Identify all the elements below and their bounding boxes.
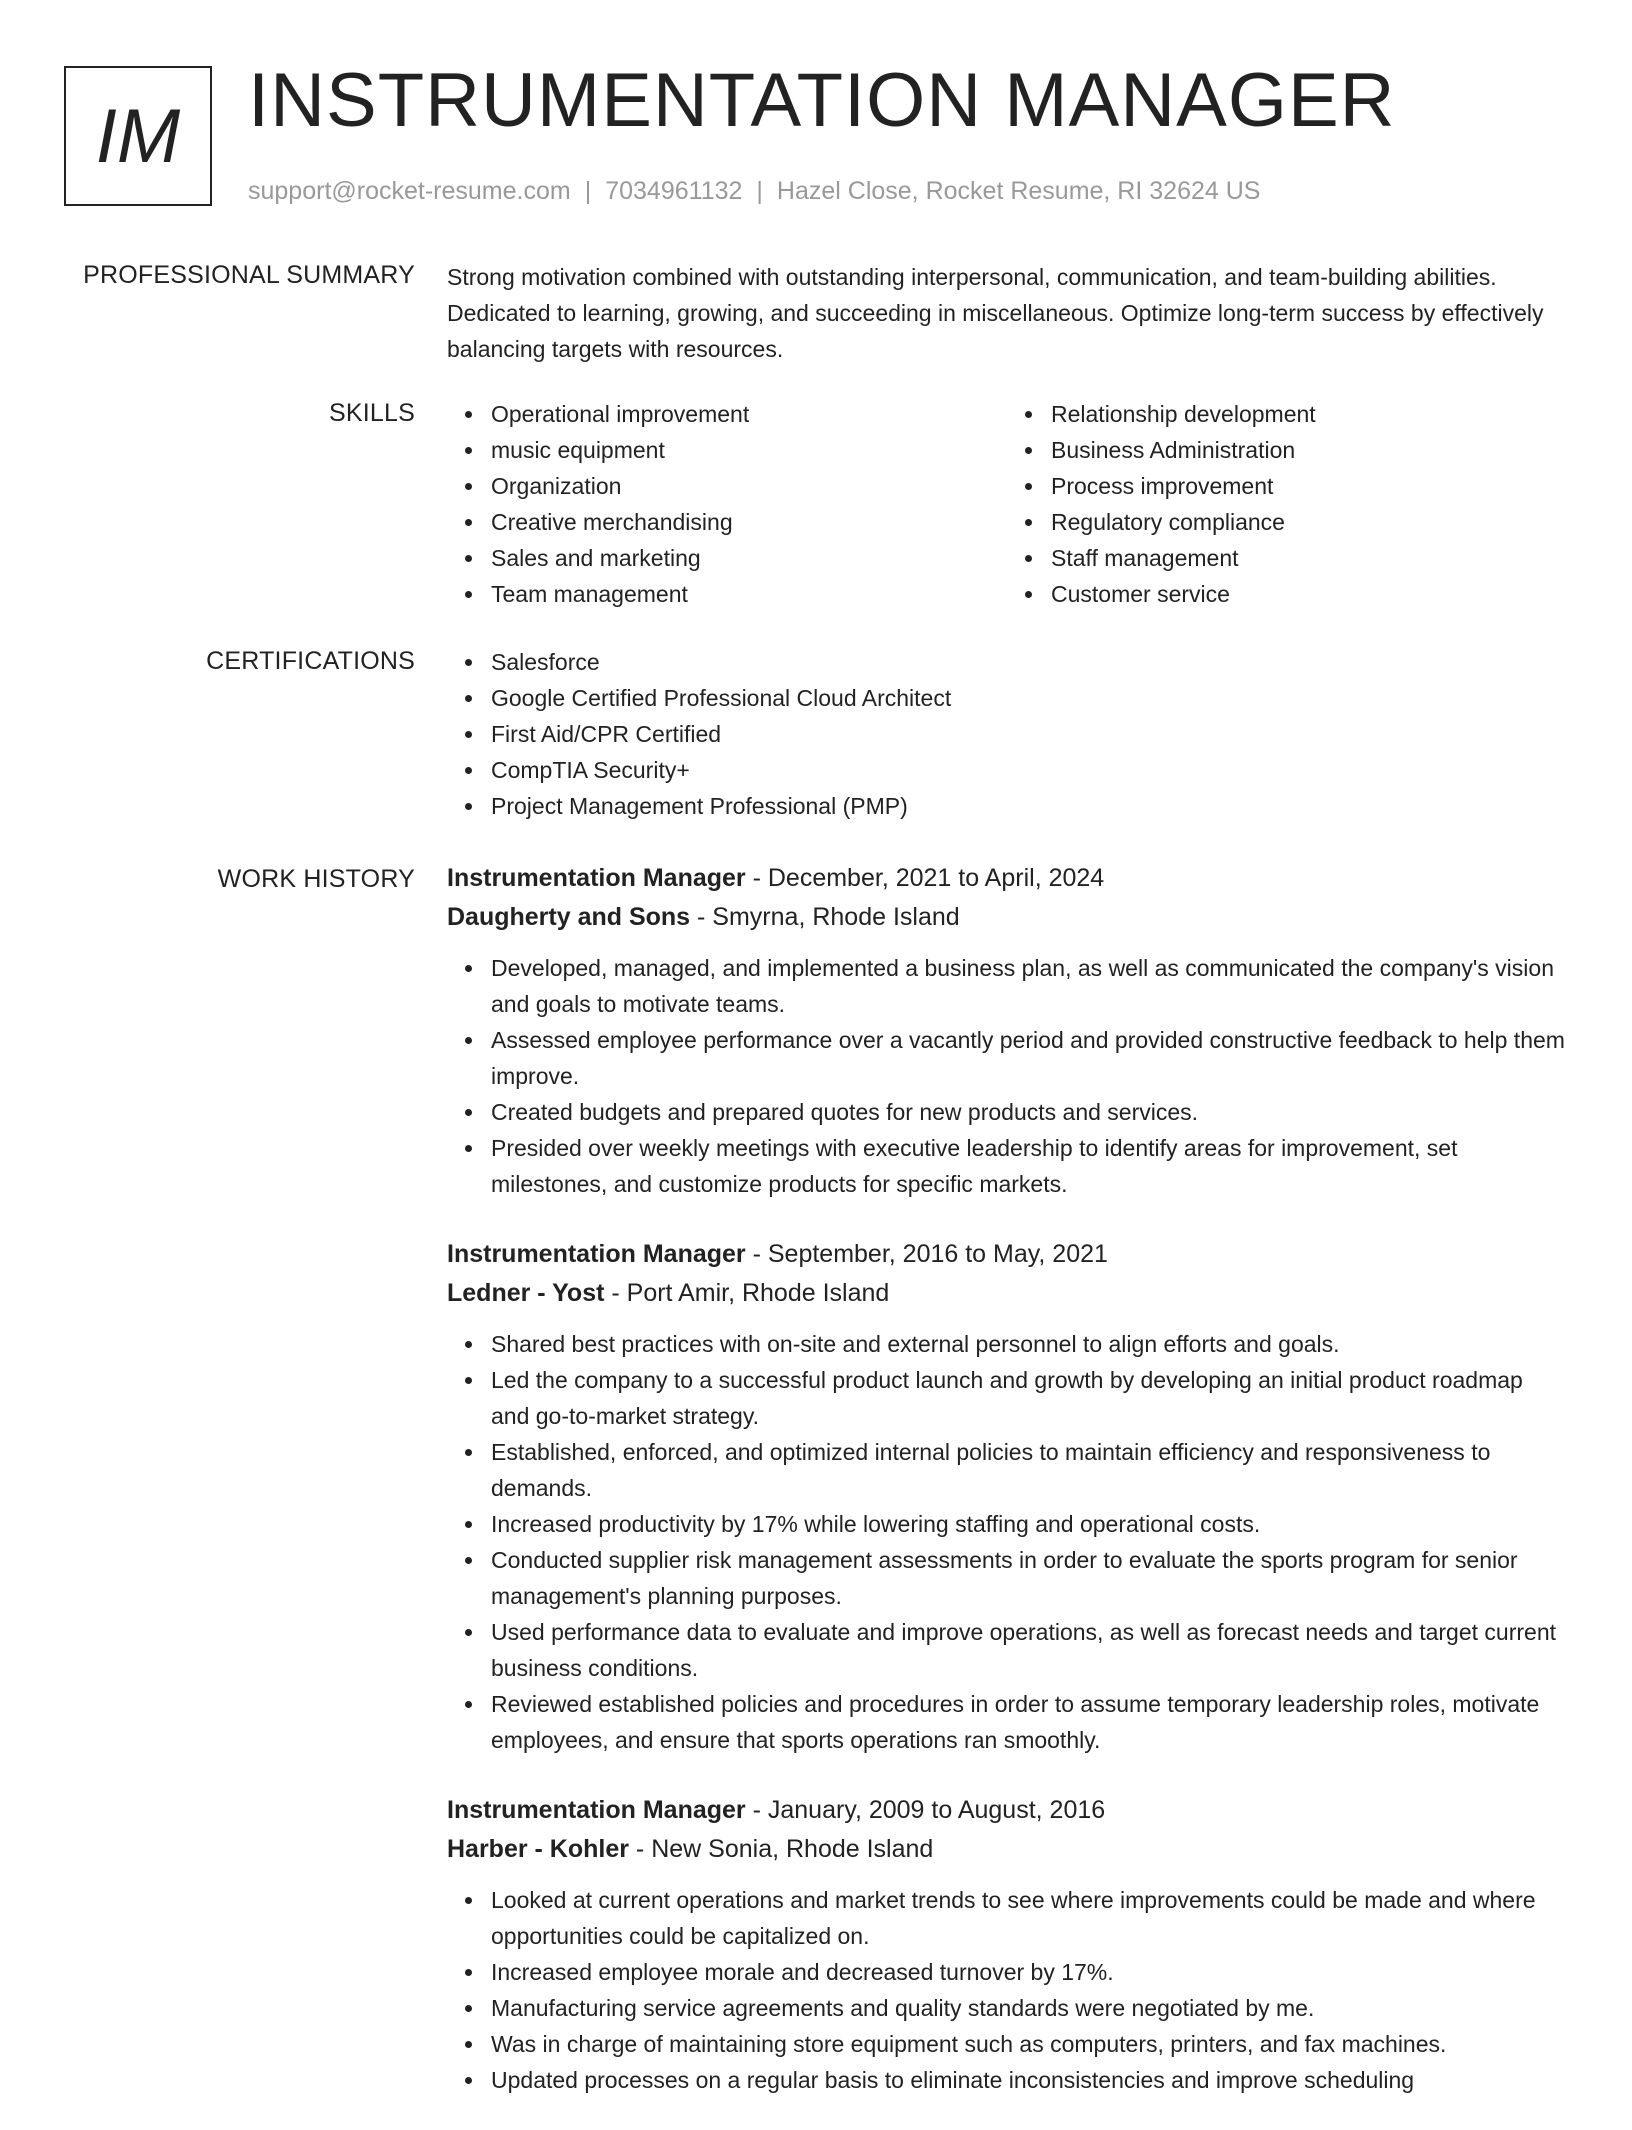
job-bullets <box>447 950 1567 1202</box>
list-item: CompTIA Security+ <box>491 752 1567 788</box>
job-dates: - September, 2016 to May, 2021 <box>745 1240 1108 1268</box>
list-item: Reviewed established policies and procedures in order to assume temporary leadership roles, motivate employees, and ensure that sports operations ran smoothly. <box>491 1686 1567 1758</box>
job-company: Ledner - Yost <box>447 1279 605 1307</box>
list-item: Used performance data to evaluate and improve operations, as well as forecast needs and target current business conditions. <box>491 1614 1567 1686</box>
list-item: music equipment <box>491 432 1007 468</box>
list-item: Increased productivity by 17% while lowering staffing and operational costs. <box>491 1506 1567 1542</box>
list-item: Team management <box>491 576 1007 612</box>
summary-heading: PROFESSIONAL SUMMARY <box>83 261 415 289</box>
job-bullets <box>447 1882 1567 2098</box>
contact-phone[interactable]: 7034961132 <box>605 177 743 205</box>
job-company: Daugherty and Sons <box>447 903 691 931</box>
job-entry <box>447 858 1567 1202</box>
job-bullets <box>447 1326 1567 1758</box>
monogram-logo <box>64 66 212 206</box>
job-location: - New Sonia, Rhode Island <box>628 1835 934 1863</box>
certifications-body <box>447 644 1567 824</box>
list-item: Customer service <box>1051 576 1567 612</box>
job-entry <box>447 1234 1567 1758</box>
job-dates: - December, 2021 to April, 2024 <box>745 864 1105 892</box>
job-company-line <box>447 1830 1567 1868</box>
work-history-heading: WORK HISTORY <box>217 865 415 893</box>
contact-line <box>248 174 1260 208</box>
list-item: Salesforce <box>491 644 1567 680</box>
job-location: - Smyrna, Rhode Island <box>690 903 960 931</box>
contact-email[interactable]: support@rocket-resume.com <box>248 177 571 205</box>
job-company: Harber - Kohler <box>447 1835 629 1863</box>
job-title: Instrumentation Manager <box>447 1796 746 1824</box>
job-company-line <box>447 1274 1567 1312</box>
list-item: Created budgets and prepared quotes for new products and services. <box>491 1094 1567 1130</box>
list-item: Sales and marketing <box>491 540 1007 576</box>
list-item: Creative merchandising <box>491 504 1007 540</box>
list-item: Operational improvement <box>491 396 1007 432</box>
contact-separator: | <box>584 177 592 205</box>
list-item: Presided over weekly meetings with executive leadership to identify areas for improvement, set milestones, and customize products for specific markets. <box>491 1130 1567 1202</box>
list-item: Process improvement <box>1051 468 1567 504</box>
monogram-text: IM <box>95 93 181 179</box>
skills-list-left <box>447 396 1007 612</box>
skills-heading: SKILLS <box>329 399 415 427</box>
list-item: Shared best practices with on-site and external personnel to align efforts and goals. <box>491 1326 1567 1362</box>
list-item: Google Certified Professional Cloud Architect <box>491 680 1567 716</box>
contact-address: Hazel Close, Rocket Resume, RI 32624 US <box>776 177 1261 205</box>
list-item: Increased employee morale and decreased turnover by 17%. <box>491 1954 1567 1990</box>
job-company-line <box>447 898 1567 936</box>
list-item: Regulatory compliance <box>1051 504 1567 540</box>
job-title-line <box>447 1790 1567 1830</box>
skills-columns <box>447 396 1567 612</box>
certifications-list <box>447 644 1567 824</box>
work-history-body <box>447 858 1567 2130</box>
job-entry <box>447 1790 1567 2098</box>
list-item: Business Administration <box>1051 432 1567 468</box>
list-item: First Aid/CPR Certified <box>491 716 1567 752</box>
job-title: Instrumentation Manager <box>447 864 746 892</box>
list-item: Was in charge of maintaining store equipment such as computers, printers, and fax machines. <box>491 2026 1567 2062</box>
job-dates: - January, 2009 to August, 2016 <box>745 1796 1106 1824</box>
list-item: Looked at current operations and market trends to see where improvements could be made and where opportunities could be capitalized on. <box>491 1882 1567 1954</box>
list-item: Project Management Professional (PMP) <box>491 788 1567 824</box>
list-item: Conducted supplier risk management assessments in order to evaluate the sports program for senior management's planning purposes. <box>491 1542 1567 1614</box>
list-item: Updated processes on a regular basis to eliminate inconsistencies and improve scheduling <box>491 2062 1567 2098</box>
list-item: Organization <box>491 468 1007 504</box>
job-title-line <box>447 1234 1567 1274</box>
list-item: Led the company to a successful product launch and growth by developing an initial product roadmap and go-to-market strategy. <box>491 1362 1567 1434</box>
certifications-heading: CERTIFICATIONS <box>206 647 415 675</box>
list-item: Relationship development <box>1051 396 1567 432</box>
job-title-line <box>447 858 1567 898</box>
list-item: Manufacturing service agreements and quality standards were negotiated by me. <box>491 1990 1567 2026</box>
job-location: - Port Amir, Rhode Island <box>604 1279 890 1307</box>
list-item: Established, enforced, and optimized internal policies to maintain efficiency and responsiveness to demands. <box>491 1434 1567 1506</box>
list-item: Assessed employee performance over a vacantly period and provided constructive feedback to help them improve. <box>491 1022 1567 1094</box>
candidate-name: INSTRUMENTATION MANAGER <box>248 58 1396 143</box>
summary-text: Strong motivation combined with outstanding interpersonal, communication, and team-building abilities. Dedicated to learning, growing, and succeeding in miscellaneous. Optimize long-term success by effectively balancing targets with resources. <box>447 264 1544 362</box>
list-item: Developed, managed, and implemented a business plan, as well as communicated the company's vision and goals to motivate teams. <box>491 950 1567 1022</box>
skills-list-right <box>1007 396 1567 612</box>
list-item: Staff management <box>1051 540 1567 576</box>
job-title: Instrumentation Manager <box>447 1240 746 1268</box>
contact-separator: | <box>756 177 763 205</box>
